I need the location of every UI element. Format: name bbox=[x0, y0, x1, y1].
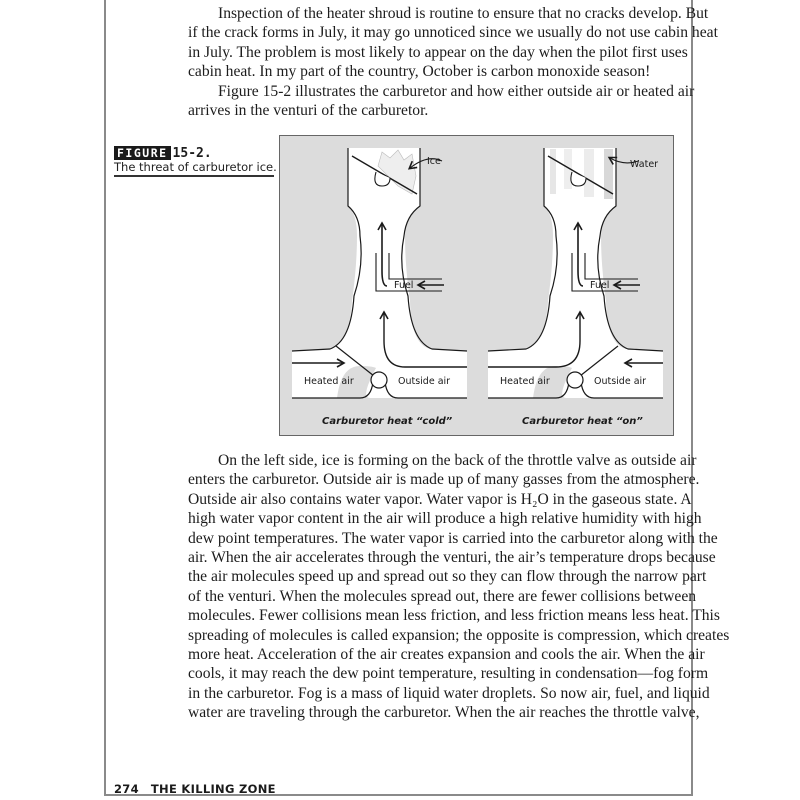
text-line: Outside air also contains water vapor. Water vapor is H₂O in the gaseous state. A bbox=[188, 490, 692, 508]
label-heated-air: Heated air bbox=[304, 376, 354, 387]
text-line: high water vapor content in the air will produce a high relative humidity with high bbox=[188, 510, 702, 528]
text-line: enters the carburetor. Outside air is made up of many gasses from the atmosphere. bbox=[188, 471, 700, 489]
text-line: Figure 15-2 illustrates the carburetor and how either outside air or heated air bbox=[218, 82, 695, 100]
body-text-bottom bbox=[188, 451, 730, 723]
text-line: the air molecules speed up and spread out so they can flow through the narrow part bbox=[188, 568, 707, 586]
figure-number: 15-2. bbox=[172, 146, 212, 161]
label-outside-air: Outside air bbox=[594, 376, 647, 387]
text-line: spreading of molecules is called expansion; the opposite is compression, which creates bbox=[188, 626, 730, 644]
text-line: water are traveling through the carburetor. When the air reaches the throttle valve, bbox=[188, 704, 700, 722]
diagram-carb-heat-cold bbox=[292, 148, 467, 427]
text-line: Inspection of the heater shroud is routine to ensure that no cracks develop. But bbox=[218, 5, 709, 22]
text-line: of the venturi. When the molecules spread out, there are fewer collisions between bbox=[188, 587, 697, 605]
text-line: air. When the air accelerates through the venturi, the air’s temperature drops because bbox=[188, 549, 716, 567]
text-line: cabin heat. In my part of the country, October is carbon monoxide season! bbox=[188, 63, 651, 81]
label-fuel: Fuel bbox=[394, 280, 414, 291]
figure-label bbox=[114, 145, 212, 161]
label-outside-air: Outside air bbox=[398, 376, 451, 387]
caption-carb-heat-cold: Carburetor heat “cold” bbox=[322, 416, 453, 427]
label-ice: Ice bbox=[427, 156, 441, 167]
page-number: 274 bbox=[114, 782, 139, 796]
text-line: arrives in the venturi of the carburetor. bbox=[188, 102, 429, 120]
diagram-carb-heat-on bbox=[488, 148, 663, 427]
running-title: THE KILLING ZONE bbox=[150, 782, 276, 796]
body-text-top bbox=[188, 4, 718, 120]
label-water: Water bbox=[630, 159, 659, 170]
caption-carb-heat-on: Carburetor heat “on” bbox=[522, 416, 643, 427]
text-line: On the left side, ice is forming on the back of the throttle valve as outside air bbox=[218, 452, 697, 469]
text-line: more heat. Acceleration of the air creates expansion and cools the air. When the air bbox=[188, 646, 705, 664]
text-line: molecules. Fewer collisions mean less friction, and less friction means less heat. This bbox=[188, 607, 720, 625]
figure-badge: FIGURE bbox=[114, 146, 171, 160]
page-footer bbox=[114, 782, 276, 796]
figure-caption-rule bbox=[114, 175, 274, 177]
carburetor-diagram bbox=[280, 136, 675, 437]
figure-panel bbox=[279, 135, 674, 436]
text-line: cools, it may reach the dew point temperature, resulting in condensation—fog form bbox=[188, 665, 709, 683]
label-heated-air: Heated air bbox=[500, 376, 550, 387]
text-line: dew point temperatures. The water vapor is carried into the carburetor along with the bbox=[188, 529, 718, 547]
paragraph-heater-shroud bbox=[188, 4, 718, 82]
text-line: in July. The problem is most likely to appear on the day when the pilot first uses bbox=[188, 43, 688, 61]
text-line: in the carburetor. Fog is a mass of liquid water droplets. So now air, fuel, and liquid bbox=[188, 684, 710, 702]
paragraph-ice-explanation bbox=[188, 451, 730, 723]
label-fuel: Fuel bbox=[590, 280, 610, 291]
paragraph-figure-intro bbox=[188, 82, 708, 121]
figure-caption: The threat of carburetor ice. bbox=[114, 160, 277, 174]
text-line: if the crack forms in July, it may go unnoticed since we usually do not use cabin heat bbox=[188, 24, 718, 42]
